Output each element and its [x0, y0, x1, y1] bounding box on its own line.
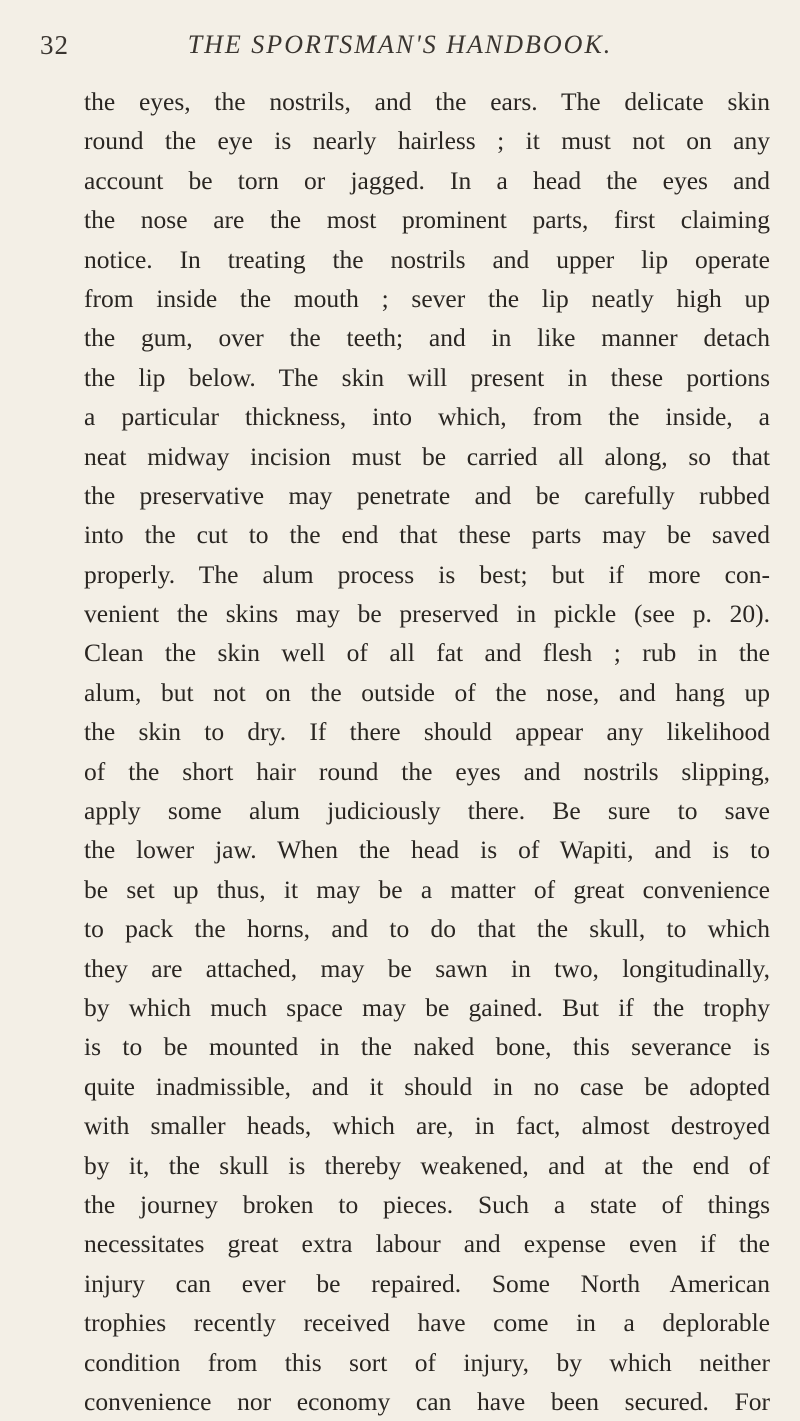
text-line: account be torn or jagged. In a head the eyes and — [84, 165, 770, 195]
text-line: the eyes, the nostrils, and the ears. The delicate skin — [84, 87, 770, 116]
text-line: of the short hair round the eyes and nostrils slipping, — [84, 756, 770, 786]
body-text — [84, 82, 770, 1421]
text-line: be set up thus, it may be a matter of great convenience — [84, 874, 770, 904]
text-line: from inside the mouth ; sever the lip neatly high up — [84, 283, 770, 313]
text-line: the journey broken to pieces. Such a state of things — [84, 1189, 770, 1219]
text-line: necessitates great extra labour and expense even if the — [84, 1229, 770, 1259]
text-line: the lip below. The skin will present in these portions — [84, 362, 770, 392]
running-head — [0, 30, 800, 70]
text-line: the lower jaw. When the head is of Wapiti, and is to — [84, 835, 770, 865]
text-line: the gum, over the teeth; and in like manner detach — [84, 323, 770, 353]
text-line: a particular thickness, into which, from the inside, a — [84, 402, 770, 432]
text-line: round the eye is nearly hairless ; it must not on any — [84, 126, 770, 156]
page-number: 32 — [40, 30, 69, 60]
text-line: injury can ever be repaired. Some North American — [84, 1268, 770, 1298]
text-line: by which much space may be gained. But if the trophy — [84, 992, 770, 1022]
text-line: quite inadmissible, and it should in no case be adopted — [84, 1071, 770, 1101]
text-line: the preservative may penetrate and be carefully rubbed — [84, 480, 770, 510]
text-line: the skin to dry. If there should appear any likelihood — [84, 717, 770, 747]
text-line: Clean the skin well of all fat and flesh ; rub in the — [84, 638, 770, 668]
text-line: with smaller heads, which are, in fact, almost destroyed — [84, 1111, 770, 1141]
text-line: the nose are the most prominent parts, first claiming — [84, 205, 770, 235]
text-line: convenience nor economy can have been secured. For — [84, 1386, 770, 1416]
text-line: notice. In treating the nostrils and upper lip operate — [84, 244, 770, 274]
text-line: into the cut to the end that these parts may be saved — [84, 520, 770, 550]
running-title: THE SPORTSMAN'S HANDBOOK. — [187, 30, 613, 59]
text-line: venient the skins may be preserved in pickle (see p. 20). — [84, 599, 770, 629]
text-line: condition from this sort of injury, by which neither — [84, 1347, 770, 1377]
text-line: they are attached, may be sawn in two, longitudinally, — [84, 953, 770, 983]
text-line: is to be mounted in the naked bone, this severance is — [84, 1032, 770, 1062]
text-line: trophies recently received have come in a deplorable — [84, 1308, 770, 1338]
text-line: to pack the horns, and to do that the skull, to which — [84, 914, 770, 944]
text-line: by it, the skull is thereby weakened, and at the end of — [84, 1150, 770, 1180]
text-line: properly. The alum process is best; but if more con- — [84, 559, 770, 589]
text-line: neat midway incision must be carried all along, so that — [84, 441, 770, 471]
text-line: alum, but not on the outside of the nose, and hang up — [84, 677, 770, 707]
text-line: apply some alum judiciously there. Be sure to save — [84, 796, 770, 826]
